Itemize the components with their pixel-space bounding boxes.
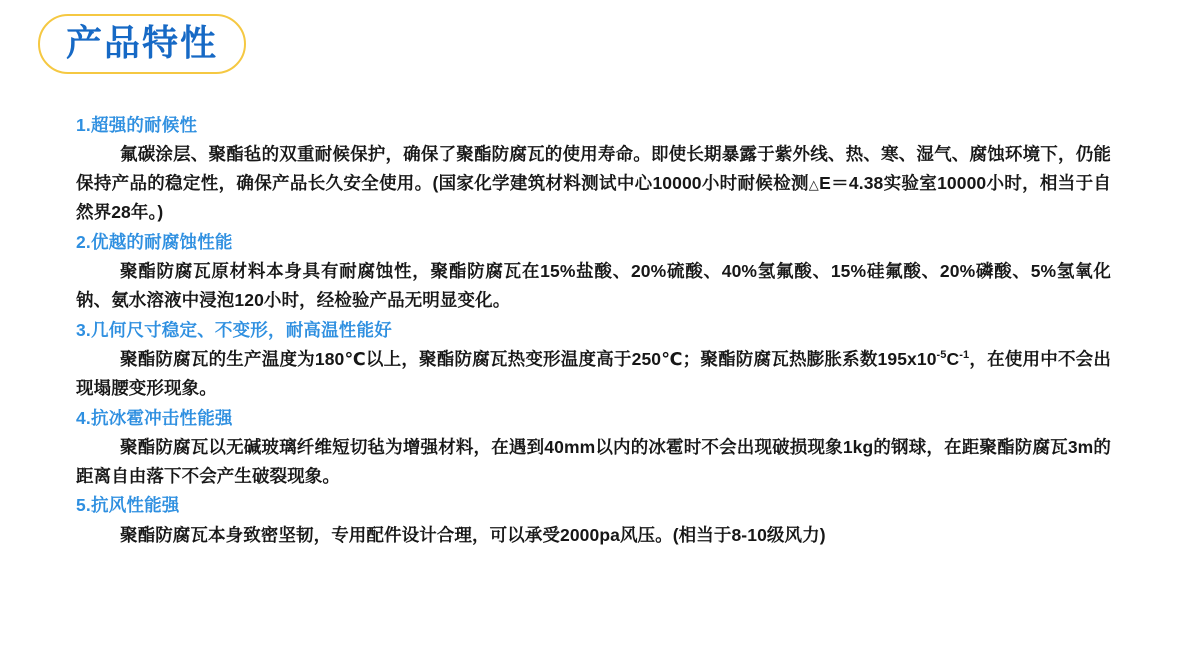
feature-section-4 (76, 405, 1111, 491)
page-title-badge (38, 14, 246, 74)
feature-heading: 4.抗冰雹冲击性能强 (76, 407, 233, 428)
page-title: 产品特性 (66, 22, 219, 63)
feature-section-5 (76, 492, 1111, 549)
page-title-container (38, 14, 246, 74)
features-list (76, 112, 1111, 551)
feature-body: 聚酯防腐瓦原材料本身具有耐腐蚀性，聚酯防腐瓦在15%盐酸、20%硫酸、40%氢氟酸、15%硅氟酸、20%磷酸、5%氢氧化钠、氨水溶液中浸泡120小时，经检验产品无明显变化。 (76, 260, 1111, 310)
feature-heading: 3.几何尺寸稳定、不变形，耐高温性能好 (76, 319, 392, 340)
feature-body: 聚酯防腐瓦本身致密坚韧，专用配件设计合理，可以承受2000pa风压。(相当于8-10级风力) (120, 524, 826, 545)
feature-section-2 (76, 229, 1111, 315)
feature-heading: 1.超强的耐候性 (76, 115, 198, 135)
feature-heading: 2.优越的耐腐蚀性能 (76, 231, 233, 252)
feature-section-1 (76, 112, 1111, 227)
feature-body: 氟碳涂层、聚酯毡的双重耐候保护，确保了聚酯防腐瓦的使用寿命。即使长期暴露于紫外线、热、寒、湿气、腐蚀环境下，仍能保持产品的稳定性，确保产品长久安全使用。(国家化学建筑材料测试中心10000小时耐候检测△E＝4.38实验室10000小时，相当于自然界28年。) (76, 144, 1111, 222)
feature-body: 聚酯防腐瓦的生产温度为180℃以上，聚酯防腐瓦热变形温度高于250℃；聚酯防腐瓦热膨胀系数$195x10^{-5}C^{-1}$，在使用中不会出现塌腰变形现象。 (76, 348, 1111, 398)
feature-heading: 5.抗风性能强 (76, 495, 180, 516)
feature-section-3 (76, 317, 1111, 403)
feature-body: 聚酯防腐瓦以无碱玻璃纤维短切毡为增强材料，在遇到40mm以内的冰雹时不会出现破损现象1kg的钢球，在距聚酯防腐瓦3m的距离自由落下不会产生破裂现象。 (76, 436, 1111, 486)
